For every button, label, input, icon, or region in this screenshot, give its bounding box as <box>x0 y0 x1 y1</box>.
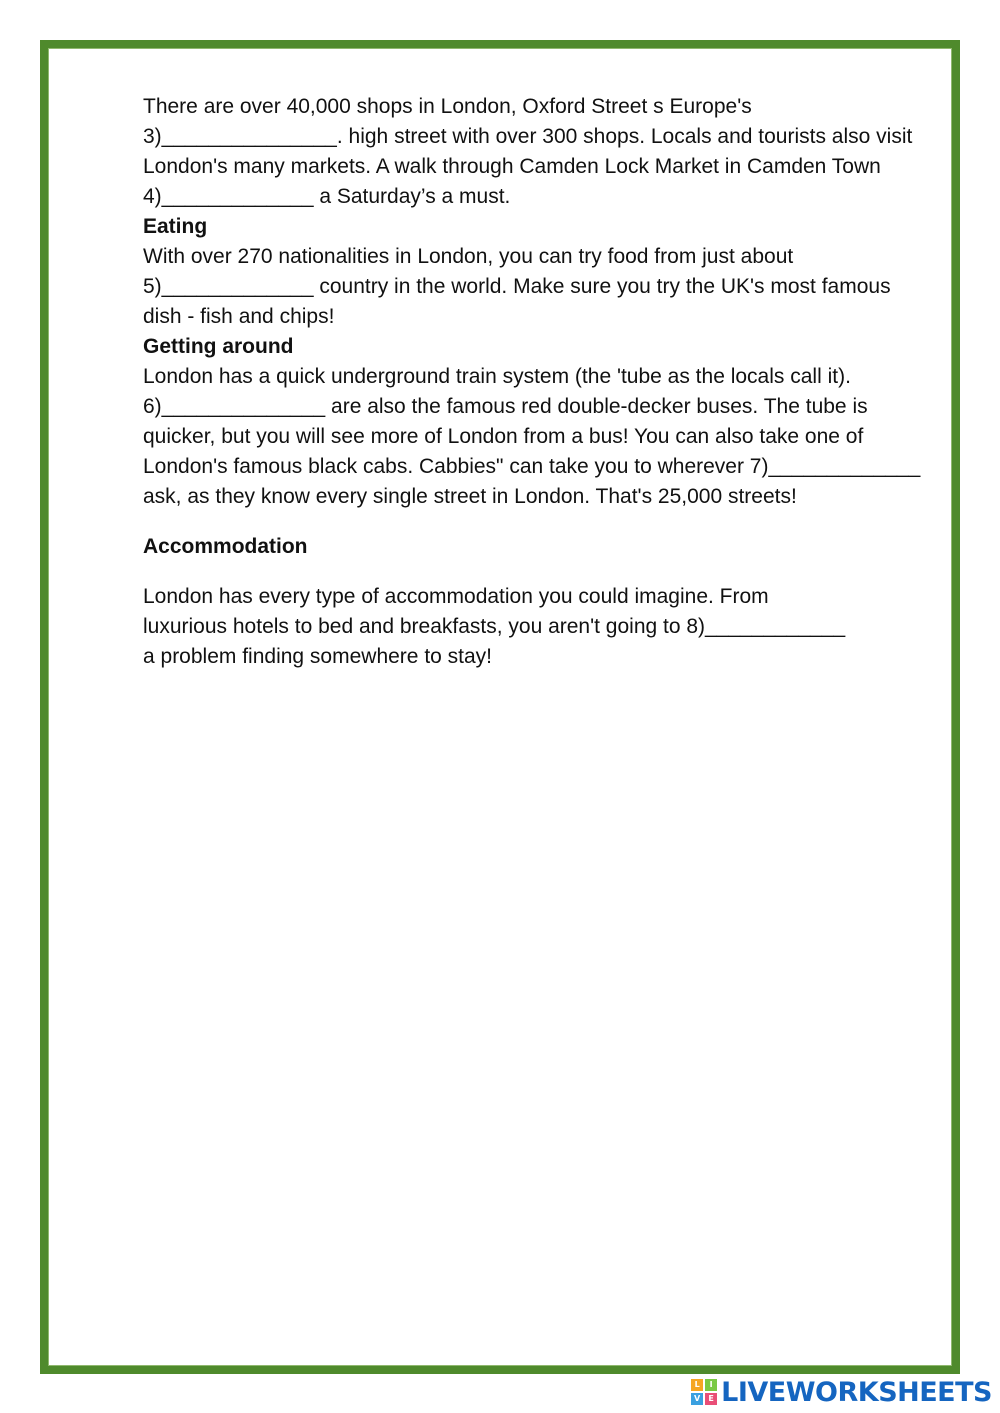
logo-block: V <box>691 1393 703 1405</box>
heading-accommodation: Accommodation <box>143 535 308 558</box>
paragraph-shops: 3)_______________. high street with over 300 shops. Locals and tourists also visit London's many markets. A walk through Camden Lock Market in Camden Town 4)_____________ a Saturday’s a must. <box>143 125 913 208</box>
paragraph-accommodation-line-2: luxurious hotels to bed and breakfasts, you aren't going to 8)____________ <box>143 615 846 638</box>
worksheet-text <box>143 92 923 672</box>
paragraph-accommodation-line-3: a problem finding somewhere to stay! <box>143 645 493 668</box>
paragraph-accommodation-line-1: London has every type of accommodation you could imagine. From <box>143 585 769 608</box>
logo-blocks-icon <box>691 1379 717 1405</box>
spacer <box>143 512 923 532</box>
logo-text: LIVEWORKSHEETS <box>721 1376 992 1408</box>
liveworksheets-logo[interactable] <box>691 1375 992 1409</box>
heading-getting-around: Getting around <box>143 335 294 358</box>
logo-block: L <box>691 1379 703 1391</box>
spacer <box>143 562 923 582</box>
heading-eating: Eating <box>143 215 208 238</box>
logo-block: E <box>705 1393 717 1405</box>
paragraph-getting-around: London has a quick underground train system (the 'tube as the locals call it). 6)______________ are also the famous red double-decker buses. The tube is quicker, but you will see more of London from a bus! You can also take one of London's famous black cabs. Cabbies" can take you to wherever 7)_____________ ask, as they know every single street in London. That's 25,000 streets! <box>143 365 921 508</box>
paragraph-shops-line-1: There are over 40,000 shops in London, Oxford Street s Europe's <box>143 95 752 118</box>
logo-block: I <box>705 1379 717 1391</box>
paragraph-eating: With over 270 nationalities in London, you can try food from just about 5)_____________ country in the world. Make sure you try the UK's most famous dish - fish and chips! <box>143 245 891 328</box>
